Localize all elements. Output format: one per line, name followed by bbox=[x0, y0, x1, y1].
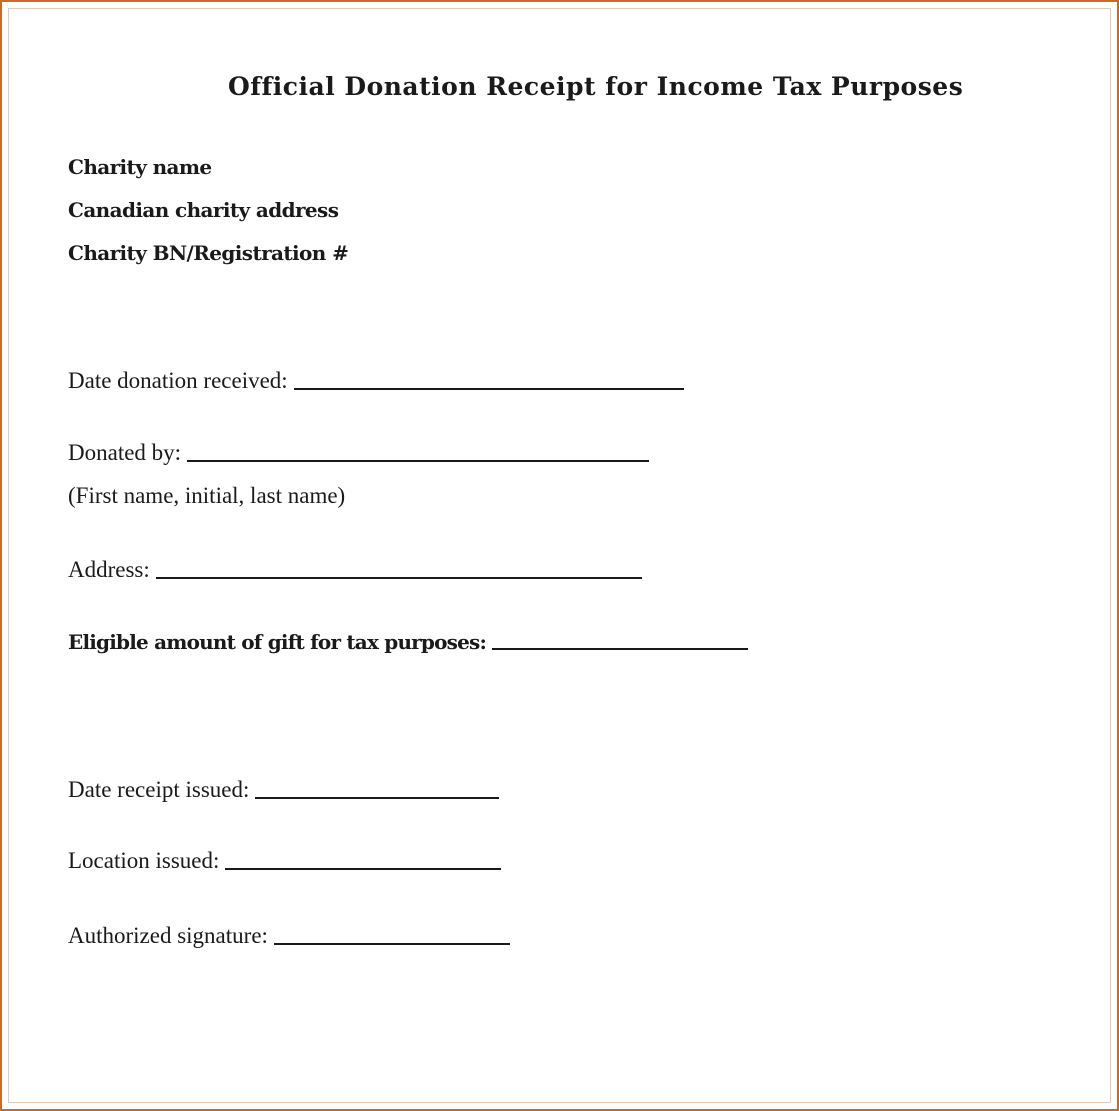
address-blank[interactable] bbox=[156, 576, 642, 579]
date-issued-blank[interactable] bbox=[255, 796, 499, 799]
eligible-amount-label: Eligible amount of gift for tax purposes: bbox=[68, 630, 487, 654]
charity-bn-label: Charity BN/Registration # bbox=[68, 241, 349, 265]
donated-by-label: Donated by: bbox=[68, 440, 182, 465]
signature-label: Authorized signature: bbox=[68, 923, 268, 948]
address-field bbox=[68, 557, 642, 583]
donated-by-note: (First name, initial, last name) bbox=[68, 483, 346, 508]
date-issued-field bbox=[68, 777, 499, 803]
signature-field bbox=[68, 923, 510, 949]
signature-blank[interactable] bbox=[274, 942, 510, 945]
date-received-blank[interactable] bbox=[294, 387, 684, 390]
charity-name-label: Charity name bbox=[68, 155, 212, 179]
address-label: Address: bbox=[68, 557, 150, 582]
date-issued-label: Date receipt issued: bbox=[68, 777, 250, 802]
donated-by-field bbox=[68, 440, 649, 466]
document-title: Official Donation Receipt for Income Tax Purposes bbox=[228, 72, 964, 101]
eligible-amount-field bbox=[68, 630, 748, 654]
date-received-label: Date donation received: bbox=[68, 368, 288, 393]
eligible-amount-blank[interactable] bbox=[492, 647, 748, 650]
location-issued-field bbox=[68, 848, 501, 874]
location-issued-label: Location issued: bbox=[68, 848, 220, 873]
location-issued-blank[interactable] bbox=[225, 867, 501, 870]
charity-address-label: Canadian charity address bbox=[68, 198, 339, 222]
donated-by-blank[interactable] bbox=[187, 459, 649, 462]
date-received-field bbox=[68, 368, 684, 394]
